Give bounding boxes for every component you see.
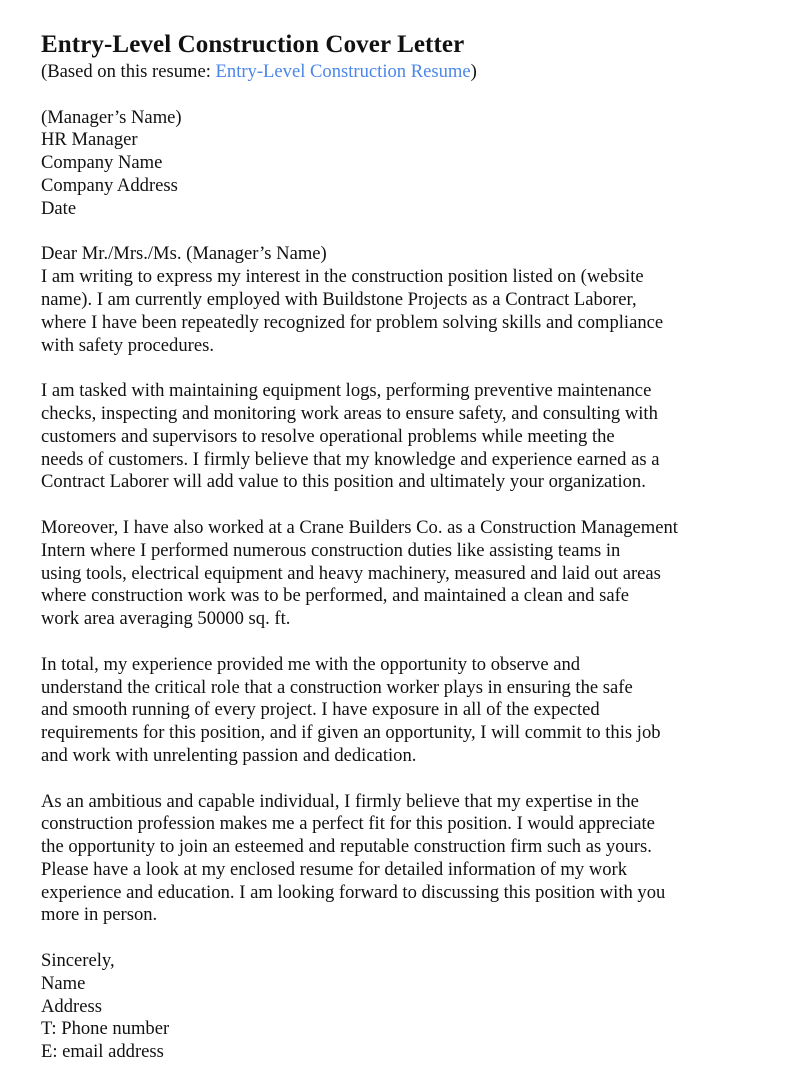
- paragraph-line: I am tasked with maintaining equipment logs, performing preventive maintenance: [41, 380, 652, 402]
- paragraph-line: more in person.: [41, 904, 158, 926]
- paragraph-line: Intern where I performed numerous construction duties like assisting teams in: [41, 539, 621, 561]
- closing-name: Name: [41, 972, 86, 994]
- paragraph-line: experience and education. I am looking forward to discussing this position with you: [41, 881, 666, 903]
- closing-phone: T: Phone number: [41, 1018, 170, 1040]
- paragraph-line: with safety procedures.: [41, 334, 214, 356]
- paragraph-line: Moreover, I have also worked at a Crane Builders Co. as a Construction Management: [41, 516, 678, 538]
- recipient-block: [41, 107, 761, 221]
- paragraph-line: Contract Laborer will add value to this position and ultimately your organization.: [41, 471, 646, 493]
- recipient-company-name: Company Name: [41, 152, 163, 174]
- paragraph-1: [41, 266, 761, 357]
- page-title: Entry-Level Construction Cover Letter: [41, 31, 465, 58]
- paragraph-line: construction profession makes me a perfect fit for this position. I would appreciate: [41, 813, 655, 835]
- cover-letter-page: [41, 28, 761, 1064]
- paragraph-line: name). I am currently employed with Buildstone Projects as a Contract Laborer,: [41, 288, 637, 310]
- subtitle-suffix: ): [470, 61, 477, 82]
- paragraph-line: where construction work was to be performed, and maintained a clean and safe: [41, 585, 630, 607]
- recipient-manager-name: (Manager’s Name): [41, 106, 182, 128]
- paragraph-4: [41, 654, 761, 768]
- paragraph-line: and work with unrelenting passion and dedication.: [41, 744, 417, 766]
- closing-address: Address: [41, 995, 102, 1017]
- paragraph-line: work area averaging 50000 sq. ft.: [41, 608, 291, 630]
- paragraph-line: and smooth running of every project. I have exposure in all of the expected: [41, 699, 600, 721]
- recipient-date: Date: [41, 197, 77, 219]
- resume-link[interactable]: Entry-Level Construction Resume: [215, 61, 471, 82]
- closing-block: [41, 950, 761, 1064]
- paragraph-line: In total, my experience provided me with the opportunity to observe and: [41, 653, 581, 675]
- paragraph-line: Please have a look at my enclosed resume for detailed information of my work: [41, 858, 628, 880]
- paragraph-line: where I have been repeatedly recognized for problem solving skills and compliance: [41, 311, 664, 333]
- paragraph-line: As an ambitious and capable individual, I firmly believe that my expertise in the: [41, 790, 639, 812]
- paragraph-line: using tools, electrical equipment and heavy machinery, measured and laid out areas: [41, 562, 661, 584]
- subtitle-prefix: (Based on this resume:: [41, 61, 216, 82]
- subtitle: [41, 61, 761, 84]
- recipient-company-address: Company Address: [41, 174, 178, 196]
- paragraph-line: customers and supervisors to resolve operational problems while meeting the: [41, 425, 615, 447]
- closing-email: E: email address: [41, 1041, 164, 1063]
- paragraph-3: [41, 517, 761, 631]
- paragraph-line: checks, inspecting and monitoring work areas to ensure safety, and consulting with: [41, 402, 658, 424]
- paragraph-line: needs of customers. I firmly believe that my knowledge and experience earned as a: [41, 448, 660, 470]
- paragraph-line: requirements for this position, and if given an opportunity, I will commit to this job: [41, 722, 661, 744]
- letter-body: [41, 243, 761, 1064]
- paragraph-line: the opportunity to join an esteemed and reputable construction firm such as yours.: [41, 836, 652, 858]
- paragraph-5: [41, 791, 761, 928]
- paragraph-2: [41, 380, 761, 494]
- closing-sincerely: Sincerely,: [41, 950, 115, 972]
- salutation: Dear Mr./Mrs./Ms. (Manager’s Name): [41, 243, 327, 265]
- recipient-title: HR Manager: [41, 129, 138, 151]
- paragraph-line: I am writing to express my interest in the construction position listed on (website: [41, 266, 644, 288]
- paragraph-line: understand the critical role that a construction worker plays in ensuring the safe: [41, 676, 633, 698]
